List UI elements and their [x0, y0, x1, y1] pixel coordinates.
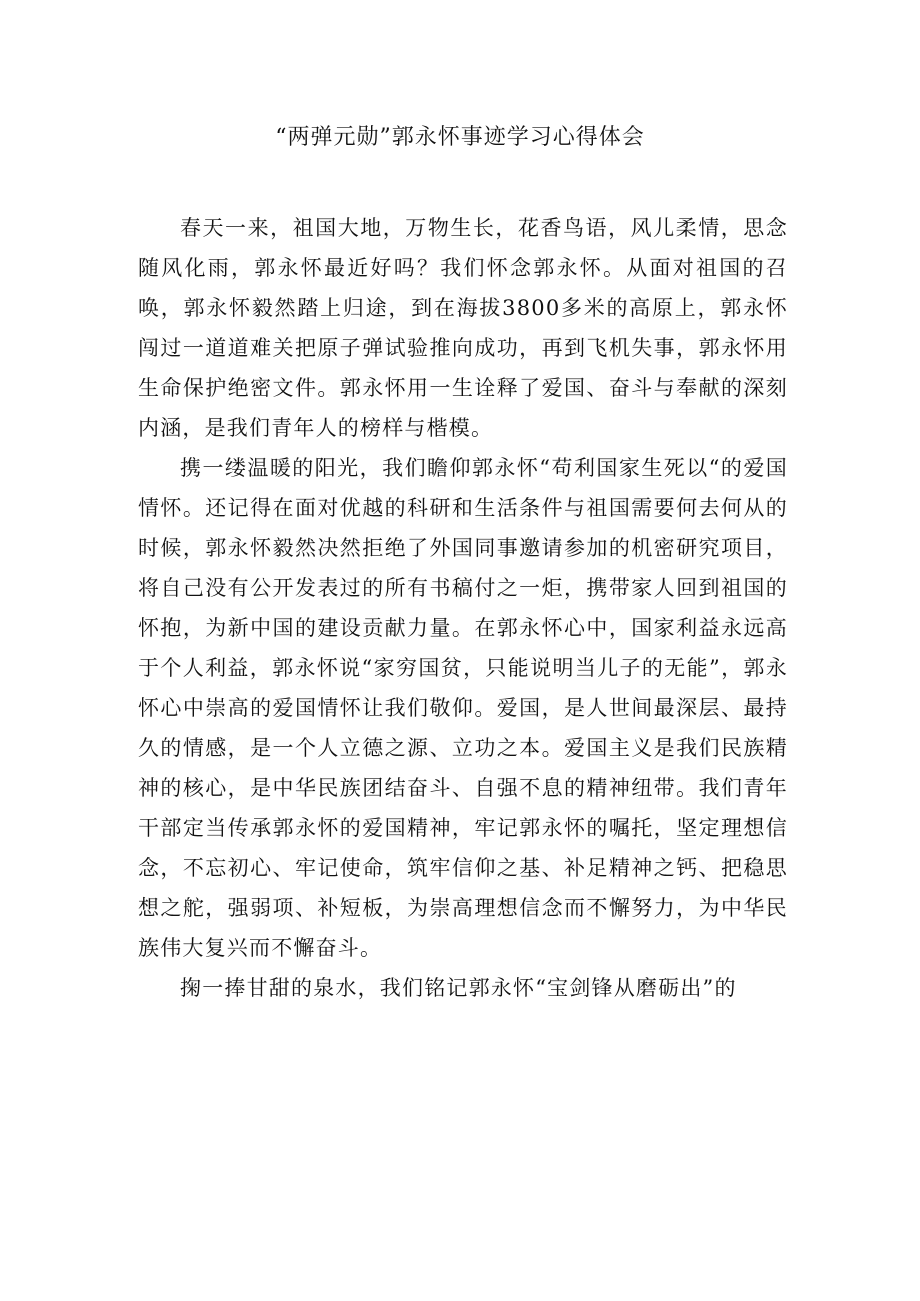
paragraph-2: 携一缕温暖的阳光，我们瞻仰郭永怀“苟利国家生死以“的爱国情怀。还记得在面对优越的科研和生活条件与祖国需要何去何从的时候，郭永怀毅然决然拒绝了外国同事邀请参加的机密研究项目，将自己没有公开发表过的所有书稿付之一炬，携带家人回到祖国的怀抱，为新中国的建设贡献力量。在郭永怀心中，国家利益永远高于个人利益，郭永怀说“家穷国贫，只能说明当儿子的无能”，郭永怀心中崇高的爱国情怀让我们敬仰。爱国，是人世间最深层、最持久的情感，是一个人立德之源、立功之本。爱国主义是我们民族精神的核心，是中华民族团结奋斗、自强不息的精神纽带。我们青年干部定当传承郭永怀的爱国精神，牢记郭永怀的嘱托，坚定理想信念，不忘初心、牢记使命，筑牢信仰之基、补足精神之钙、把稳思想之舵，强弱项、补短板，为崇高理想信念而不懈努力，为中华民族伟大复兴而不懈奋斗。: [138, 456, 788, 960]
document-body: [138, 208, 788, 1008]
paragraph-1: 春天一来，祖国大地，万物生长，花香鸟语，风儿柔情，思念随风化雨，郭永怀最近好吗？我们怀念郭永怀。从面对祖国的召唤，郭永怀毅然踏上归途，到在海拔3800多米的高原上，郭永怀闯过一道道难关把原子弹试验推向成功，再到飞机失事，郭永怀用生命保护绝密文件。郭永怀用一生诠释了爱国、奋斗与奉献的深刻内涵，是我们青年人的榜样与楷模。: [138, 216, 788, 440]
paragraph-3: 掬一捧甘甜的泉水，我们铭记郭永怀“宝剑锋从磨砺出”的: [180, 976, 737, 1000]
document-title: “两弹元勋”郭永怀事迹学习心得体会: [275, 125, 645, 150]
